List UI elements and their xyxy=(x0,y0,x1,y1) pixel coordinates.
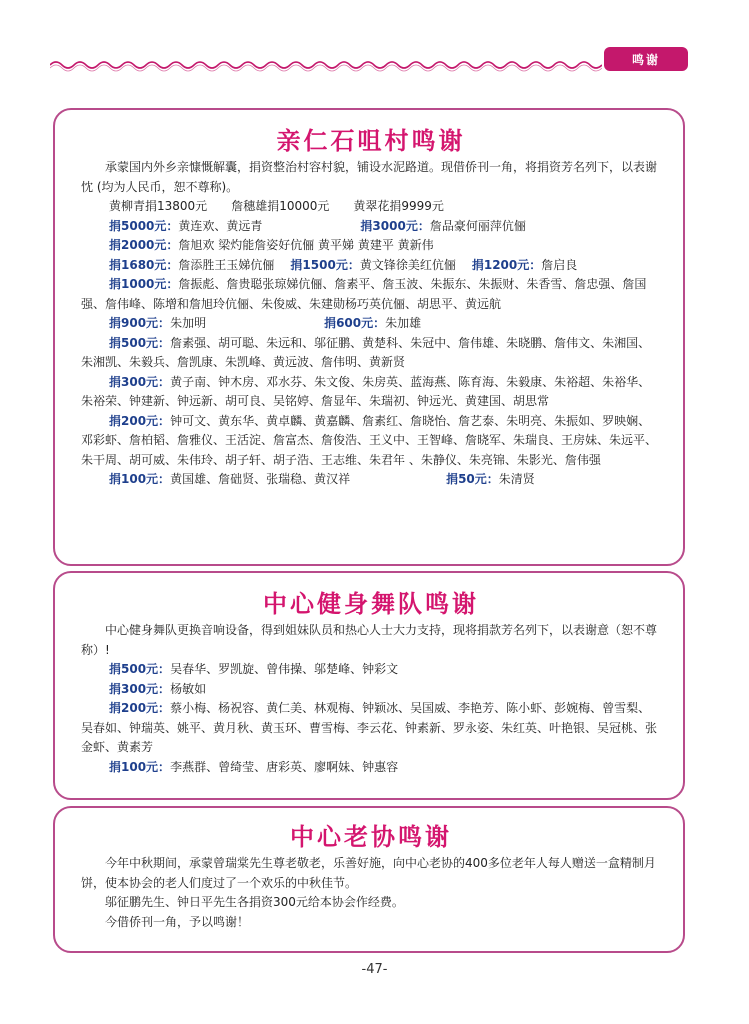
donation-row xyxy=(81,236,661,256)
donor-entry: 詹穗雄捐10000元 xyxy=(231,199,330,213)
section-title: 中心老协鸣谢 xyxy=(290,823,452,851)
section-shiju-village xyxy=(53,108,685,566)
donor-names: 朱加明 xyxy=(170,316,207,330)
donation-row xyxy=(81,217,661,237)
section-title: 中心健身舞队鸣谢 xyxy=(263,590,479,618)
amount-label: 捐200元： xyxy=(109,701,171,715)
donor-names: 黄国雄、詹础贤、张瑞稳、黄汉祥 xyxy=(170,472,351,486)
donation-row xyxy=(81,699,661,758)
donation-row xyxy=(81,680,661,700)
donor-names: 蔡小梅、杨祝容、黄仁美、林观梅、钟颖冰、吴国威、李艳芳、陈小虾、彭婉梅、曾雪梨、吴春如、钟瑞英、姚平、黄月秋、黄玉环、曹雪梅、李云花、钟素新、罗永姿、朱红英、叶艳银、吴冠桃、张金虾、黄素芳 xyxy=(81,701,658,754)
amount-label: 捐5000元： xyxy=(109,218,179,233)
donation-row xyxy=(81,470,661,490)
amount-label: 捐50元： xyxy=(446,472,499,486)
amount-label: 捐1680元： xyxy=(109,257,179,272)
donor-names: 钟可文、黄东华、黄卓麟、黄嘉麟、詹素红、詹晓怡、詹艺泰、朱明亮、朱振如、罗映娴、邓彩虾、詹柏韬、詹雅仪、王活淀、詹富杰、詹俊浩、王义中、王智峰、詹晓军、朱瑞良、王房妹、朱远平、朱干周、胡可威、朱伟玲、胡子轩、胡子浩、王志维、朱君年 、朱静仪、朱亮锦、朱影光、詹伟强 xyxy=(81,413,658,467)
amount-label: 捐3000元： xyxy=(360,218,430,233)
section-tag: 鸣谢 xyxy=(604,47,688,71)
donor-entry: 黄翠花捐9999元 xyxy=(353,199,444,213)
amount-label: 捐1200元： xyxy=(471,257,542,272)
donor-names: 詹启良 xyxy=(541,257,578,272)
amount-label: 捐1500元： xyxy=(290,257,360,272)
amount-label: 捐500元： xyxy=(109,335,171,350)
donor-names: 詹添胜王玉娣伉俪 xyxy=(178,257,275,272)
intro-paragraph: 承蒙国内外乡亲慷慨解囊，捐资整治村容村貌，铺设水泥路道。现借侨刊一角，将捐资芳名列下，以表谢忱 (均为人民币，恕不尊称)。 xyxy=(81,160,658,194)
amount-label: 捐500元： xyxy=(109,662,171,676)
donor-names: 詹振彪、詹贵聪张琼娣伉俪、詹素平、詹玉波、朱振东、朱振财、朱香雪、詹忠强、詹国强、詹伟峰、陈增和詹旭玲伉俪、朱俊威、朱建勋杨巧英伉俪、胡思平、黄远航 xyxy=(81,277,647,311)
paragraph: 邬征鹏先生、钟日平先生各捐资300元给本协会作经费。 xyxy=(105,895,404,909)
donor-names: 詹品豪何丽萍伉俪 xyxy=(429,218,526,233)
amount-label: 捐200元： xyxy=(109,413,171,428)
amount-label: 捐600元： xyxy=(324,316,386,330)
donation-row xyxy=(81,314,661,334)
page-number: -47- xyxy=(361,962,388,977)
amount-label: 捐100元： xyxy=(109,472,171,486)
donor-names: 朱加雄 xyxy=(385,316,422,330)
donor-entry: 黄柳青捐13800元 xyxy=(109,199,208,213)
donation-row xyxy=(81,373,661,412)
paragraph: 今年中秋期间，承蒙曾瑞棠先生尊老敬老，乐善好施，向中心老协的400多位老年人每人赠送一盒精制月饼，使本协会的老人们度过了一个欢乐的中秋佳节。 xyxy=(81,856,656,890)
section-elderly-association xyxy=(53,806,685,953)
donor-names: 詹旭欢 梁灼能詹姿好伉俪 黄平娣 黄建平 黄新伟 xyxy=(178,238,434,252)
donation-row xyxy=(81,256,661,276)
section-fitness-dance-team xyxy=(53,571,685,800)
intro-paragraph: 中心健身舞队更换音响设备，得到姐妹队员和热心人士大力支持，现将捐款芳名列下，以表谢意（恕不尊称）! xyxy=(81,623,658,657)
donation-row xyxy=(81,412,661,471)
section-title: 亲仁石咀村鸣谢 xyxy=(276,127,466,155)
donor-names: 朱清贤 xyxy=(498,472,535,486)
amount-label: 捐900元： xyxy=(109,316,171,330)
donor-names: 李燕群、曾绮莹、唐彩英、廖啊妹、钟惠容 xyxy=(170,759,399,774)
donation-row xyxy=(81,758,661,778)
amount-label: 捐2000元： xyxy=(109,238,179,252)
donor-names: 杨敏如 xyxy=(170,681,207,696)
donation-row xyxy=(81,275,661,314)
amount-label: 捐300元： xyxy=(109,681,171,696)
donation-row xyxy=(81,334,661,373)
amount-label: 捐1000元： xyxy=(109,277,179,291)
paragraph: 今借侨刊一角，予以鸣谢！ xyxy=(105,914,250,929)
amount-label: 捐300元： xyxy=(109,374,171,389)
donor-names: 黄子南、钟木房、邓水芬、朱文俊、朱房英、蓝海燕、陈育海、朱毅康、朱裕超、朱裕华、朱裕荣、钟建新、钟远新、胡可良、吴铭婷、詹显年、朱瑞初、钟远光、黄建国、胡思常 xyxy=(81,374,651,408)
amount-label: 捐100元： xyxy=(109,759,171,774)
donor-names: 黄文锋徐美红伉俪 xyxy=(359,257,456,272)
top-donors-row xyxy=(81,197,661,217)
donor-names: 吴春华、罗凯旋、曾伟操、邬楚峰、钟彩文 xyxy=(170,662,399,676)
donor-names: 黄连欢、黄远青 xyxy=(178,218,263,233)
wavy-divider xyxy=(50,58,602,72)
donation-row xyxy=(81,660,661,680)
donor-names: 詹素强、胡可聪、朱远和、邬征鹏、黄楚科、朱冠中、詹伟雄、朱晓鹏、詹伟文、朱湘国、朱湘凯、朱毅兵、詹凯康、朱凯峰、黄远波、詹伟明、黄新贤 xyxy=(81,335,651,369)
